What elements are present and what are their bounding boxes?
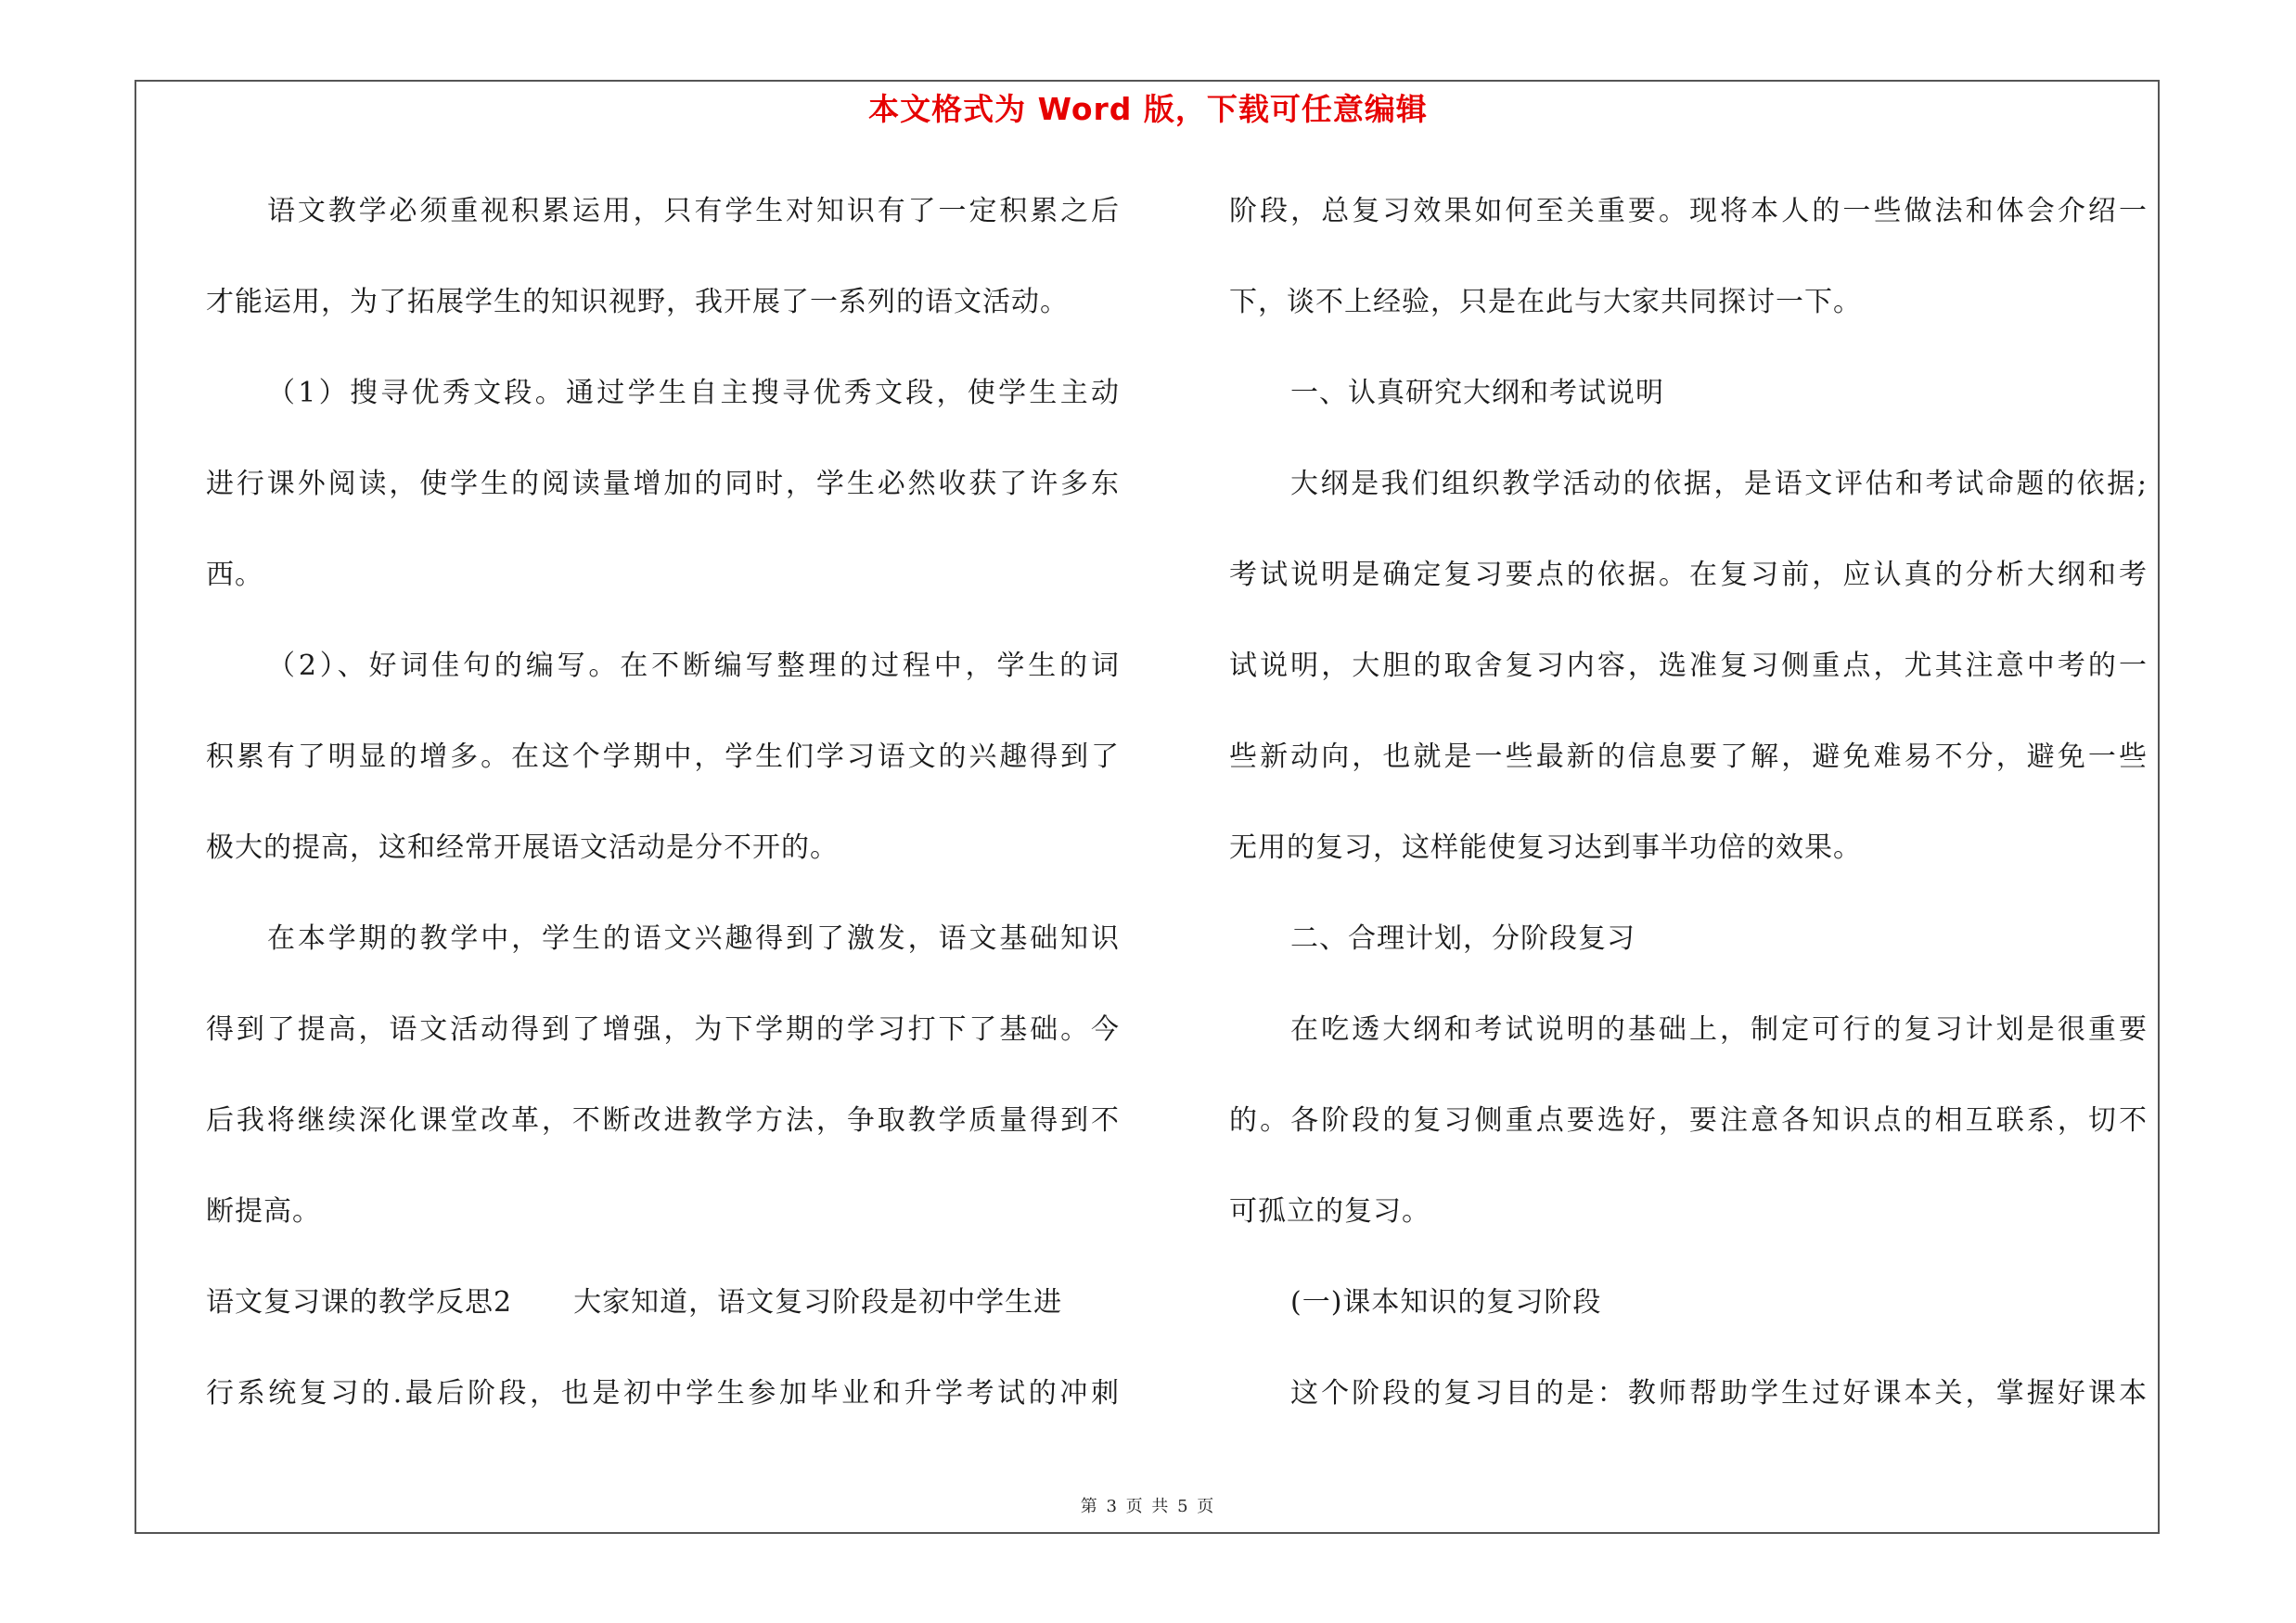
text-line-content: 积累有了明显的增多。在这个学期中，学生们学习语文的兴趣得到了	[206, 741, 1120, 773]
text-line-content: 断提高。	[206, 1195, 321, 1228]
text-line-content: 无用的复习，这样能使复习达到事半功倍的效果。	[1229, 831, 1862, 864]
text-line-content: 得到了提高，语文活动得到了增强，为下学期的学习打下了基础。今	[206, 1013, 1120, 1046]
text-line-content: （2）、好词佳句的编写。在不断编写整理的过程中，学生的词	[267, 650, 1120, 682]
text-line-content: 语文复习课的教学反思2	[206, 1286, 513, 1319]
text-line	[1229, 458, 2148, 549]
text-line	[1229, 1277, 2148, 1368]
text-line-content: 试说明，大胆的取舍复习内容，选准复习侧重点，尤其注意中考的一	[1229, 650, 2148, 682]
text-line-content: 极大的提高，这和经常开展语文活动是分不开的。	[206, 831, 839, 864]
text-line	[206, 367, 1120, 458]
text-line	[206, 186, 1120, 277]
text-line	[206, 822, 1120, 913]
text-line	[1229, 367, 2148, 458]
text-line	[1229, 822, 2148, 913]
text-line-content: 的。各阶段的复习侧重点要选好，要注意各知识点的相互联系，切不	[1229, 1104, 2148, 1137]
text-line	[1229, 549, 2148, 640]
text-line-content: 在吃透大纲和考试说明的基础上，制定可行的复习计划是很重要	[1290, 1013, 2148, 1046]
text-line	[1229, 1368, 2148, 1459]
text-line-content: 西。	[206, 559, 263, 591]
text-line-content: 可孤立的复习。	[1229, 1195, 1430, 1228]
text-line	[1229, 1095, 2148, 1186]
text-line-content: 大纲是我们组织教学活动的依据，是语文评估和考试命题的依据;	[1290, 468, 2148, 500]
text-line-content: (一)课本知识的复习阶段	[1290, 1286, 1602, 1319]
text-line	[1229, 640, 2148, 731]
left-text-column	[206, 186, 1120, 1459]
text-line	[206, 458, 1120, 549]
text-line-content: 下，谈不上经验，只是在此与大家共同探讨一下。	[1229, 286, 1862, 318]
text-line	[206, 731, 1120, 822]
page-number-footer: 第 3 页 共 5 页	[1080, 1497, 1216, 1516]
text-line-continuation: 大家知道，语文复习阶段是初中学生进	[573, 1286, 1063, 1319]
text-line-content: 二、合理计划，分阶段复习	[1290, 922, 1635, 955]
text-line	[206, 1277, 1120, 1368]
text-line-content: 些新动向，也就是一些最新的信息要了解，避免难易不分，避免一些	[1229, 741, 2148, 773]
text-line	[206, 1004, 1120, 1095]
text-line	[1229, 186, 2148, 277]
text-line	[1229, 731, 2148, 822]
text-line-content: 一、认真研究大纲和考试说明	[1290, 377, 1664, 409]
text-line-content: 在本学期的教学中，学生的语文兴趣得到了激发，语文基础知识	[267, 922, 1120, 955]
text-line-content: 这个阶段的复习目的是：教师帮助学生过好课本关，掌握好课本	[1290, 1377, 2148, 1410]
text-line	[206, 1095, 1120, 1186]
text-line-content: （1）搜寻优秀文段。通过学生自主搜寻优秀文段，使学生主动	[267, 377, 1120, 409]
text-line-content: 才能运用，为了拓展学生的知识视野，我开展了一系列的语文活动。	[206, 286, 1069, 318]
text-line	[206, 640, 1120, 731]
text-line	[1229, 1004, 2148, 1095]
text-line	[1229, 1186, 2148, 1277]
text-line-content: 进行课外阅读，使学生的阅读量增加的同时，学生必然收获了许多东	[206, 468, 1120, 500]
text-line	[206, 549, 1120, 640]
text-line	[1229, 277, 2148, 367]
text-line	[1229, 913, 2148, 1004]
text-line	[206, 1186, 1120, 1277]
text-line	[206, 277, 1120, 367]
text-line-content: 行系统复习的.最后阶段，也是初中学生参加毕业和升学考试的冲刺	[206, 1377, 1120, 1410]
text-line	[206, 1368, 1120, 1459]
text-line-content: 语文教学必须重视积累运用，只有学生对知识有了一定积累之后	[267, 195, 1120, 227]
text-line-content: 后我将继续深化课堂改革，不断改进教学方法，争取教学质量得到不	[206, 1104, 1120, 1137]
text-line	[206, 913, 1120, 1004]
text-line-content: 考试说明是确定复习要点的依据。在复习前，应认真的分析大纲和考	[1229, 559, 2148, 591]
format-banner: 本文格式为 Word 版，下载可任意编辑	[868, 91, 1428, 127]
right-text-column	[1229, 186, 2148, 1459]
text-line-content: 阶段，总复习效果如何至关重要。现将本人的一些做法和体会介绍一	[1229, 195, 2148, 227]
